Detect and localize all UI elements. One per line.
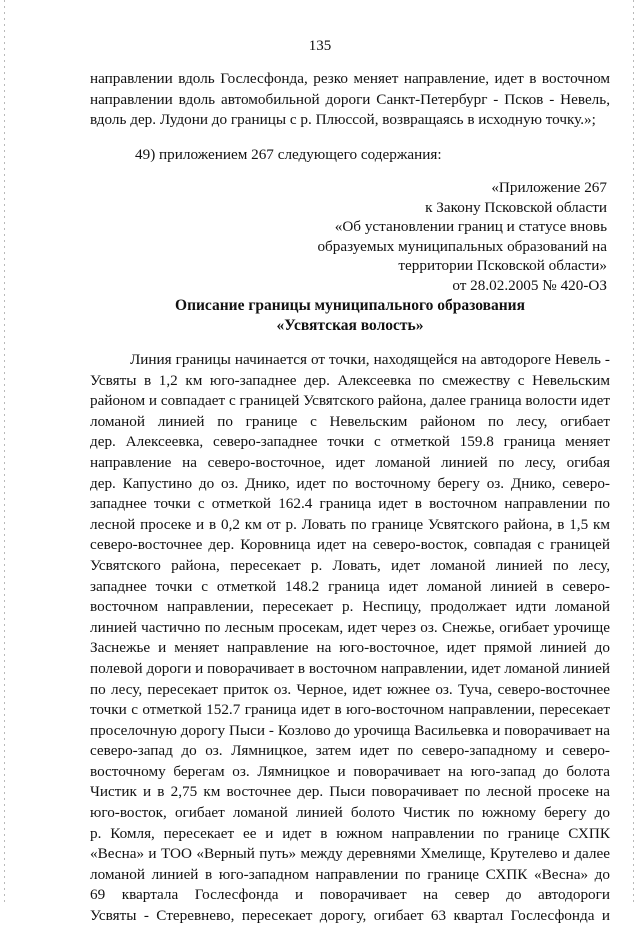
text-line: юго-восток, огибает ломаной линией болото Чистик по южному берегу до bbox=[90, 804, 610, 822]
appendix-header bbox=[187, 178, 607, 295]
text-line: лесной просеке и в 0,2 км от р. Ловать по границе Усвятского района, в 1,5 км bbox=[90, 515, 610, 533]
boundary-description bbox=[90, 350, 610, 927]
appendix-line: территории Псковской области» bbox=[398, 257, 607, 274]
appendix-line: «Об установлении границ и статусе вновь bbox=[334, 218, 607, 235]
text-line: линией частично по лесным просекам, идет через оз. Снежье, огибает урочище bbox=[90, 618, 610, 636]
section-heading bbox=[90, 296, 610, 336]
text-line: 69 квартала Гослесфонда и поворачивает на север до автодороги bbox=[90, 886, 610, 904]
text-line: северо-запад до оз. Лямницкое, затем идет по северо-западному и северо- bbox=[90, 742, 610, 760]
heading-line: Описание границы муниципального образования bbox=[175, 297, 525, 314]
text-line: «Весна» и ТОО «Верный путь» между деревнями Хмелище, Крутелево и далее bbox=[90, 845, 610, 863]
appendix-line: от 28.02.2005 № 420-ОЗ bbox=[452, 276, 607, 294]
scan-left-edge bbox=[4, 0, 5, 905]
text-line: дер. Капустино до оз. Днико, идет по восточному берегу оз. Днико, северо- bbox=[90, 474, 610, 492]
text-line: северо-восточнее дер. Коровница идет на северо-восток, совпадая с границей bbox=[90, 536, 610, 554]
text-line: точки с отметкой 152.7 граница идет в юго-восточном направлении, пересекает bbox=[90, 701, 610, 719]
appendix-line: «Приложение 267 bbox=[491, 179, 607, 196]
heading-line: «Усвятская волость» bbox=[276, 317, 424, 334]
text-line: по лесу, пересекает приток оз. Черное, идет южнее оз. Туча, северо-восточнее bbox=[90, 680, 610, 698]
text-line: р. Комля, пересекает ее и идет в южном направлении по границе СХПК bbox=[90, 824, 610, 842]
text-line: западнее точки с отметкой 148.2 граница идет ломаной линией в северо- bbox=[90, 577, 610, 595]
amendment-item: 49) приложением 267 следующего содержания: bbox=[135, 146, 442, 163]
text-line: восточному берегам оз. Лямницкое и поворачивает на юго-запад до болота bbox=[90, 762, 610, 780]
text-line: ломаной линией в юго-западном направлении по границе СХПК «Весна» до bbox=[90, 865, 610, 883]
text-line: Линия границы начинается от точки, находящейся на автодороге Невель - bbox=[130, 351, 610, 368]
text-line: Усвяты - Стеревнево, пересекает дорогу, огибает 63 квартал Гослесфонда и bbox=[90, 907, 610, 925]
page-number: 135 bbox=[308, 38, 332, 54]
text-line: направление на северо-восточное, идет ломаной линией по лесу, огибая bbox=[90, 453, 610, 471]
text-line: полевой дороги и поворачивает в восточном направлении, идет ломаной линией bbox=[90, 659, 610, 677]
text-line: проселочную дорогу Пыси - Козлово до урочища Васильевка и поворачивает на bbox=[90, 721, 610, 739]
text-line: ломаной линией по границе с Невельским районом по лесу, огибает bbox=[90, 412, 610, 430]
text-line: районом и совпадает с границей Усвятского района, далее граница волости идет bbox=[90, 392, 610, 410]
text-line: вдоль дер. Лудони до границы с р. Плюссой, возвращаясь в исходную точку.»; bbox=[90, 111, 596, 129]
scan-right-edge bbox=[633, 0, 634, 905]
appendix-line: к Закону Псковской области bbox=[425, 198, 607, 216]
text-line: Усвятского района, пересекает р. Ловать, идет ломаной линией по лесу, bbox=[90, 556, 610, 574]
continuation-paragraph bbox=[90, 69, 610, 131]
text-line: Усвяты в 1,2 км юго-западнее дер. Алексеевка по смежеству с Невельским bbox=[90, 371, 610, 389]
text-line: Чистик и в 2,75 км восточнее дер. Пыси поворачивает по лесной просеке на bbox=[90, 783, 610, 801]
text-line: направлении вдоль Гослесфонда, резко меняет направление, идет в восточном bbox=[90, 70, 610, 87]
text-line: направлении вдоль автомобильной дороги Санкт-Петербург - Псков - Невель, bbox=[90, 90, 610, 108]
appendix-line: образуемых муниципальных образований на bbox=[317, 237, 607, 255]
text-line: дер. Алексеевка, северо-западнее точки с отметкой 159.8 граница меняет bbox=[90, 433, 610, 451]
text-line: Заснежье и меняет направление на юго-восточное, идет прямой линией до bbox=[90, 639, 610, 657]
text-line: восточном направлении, пересекает р. Неспицу, продолжает идти ломаной bbox=[90, 598, 610, 616]
text-line: западнее точки с отметкой 162.4 граница идет в восточном направлении по bbox=[90, 495, 610, 513]
